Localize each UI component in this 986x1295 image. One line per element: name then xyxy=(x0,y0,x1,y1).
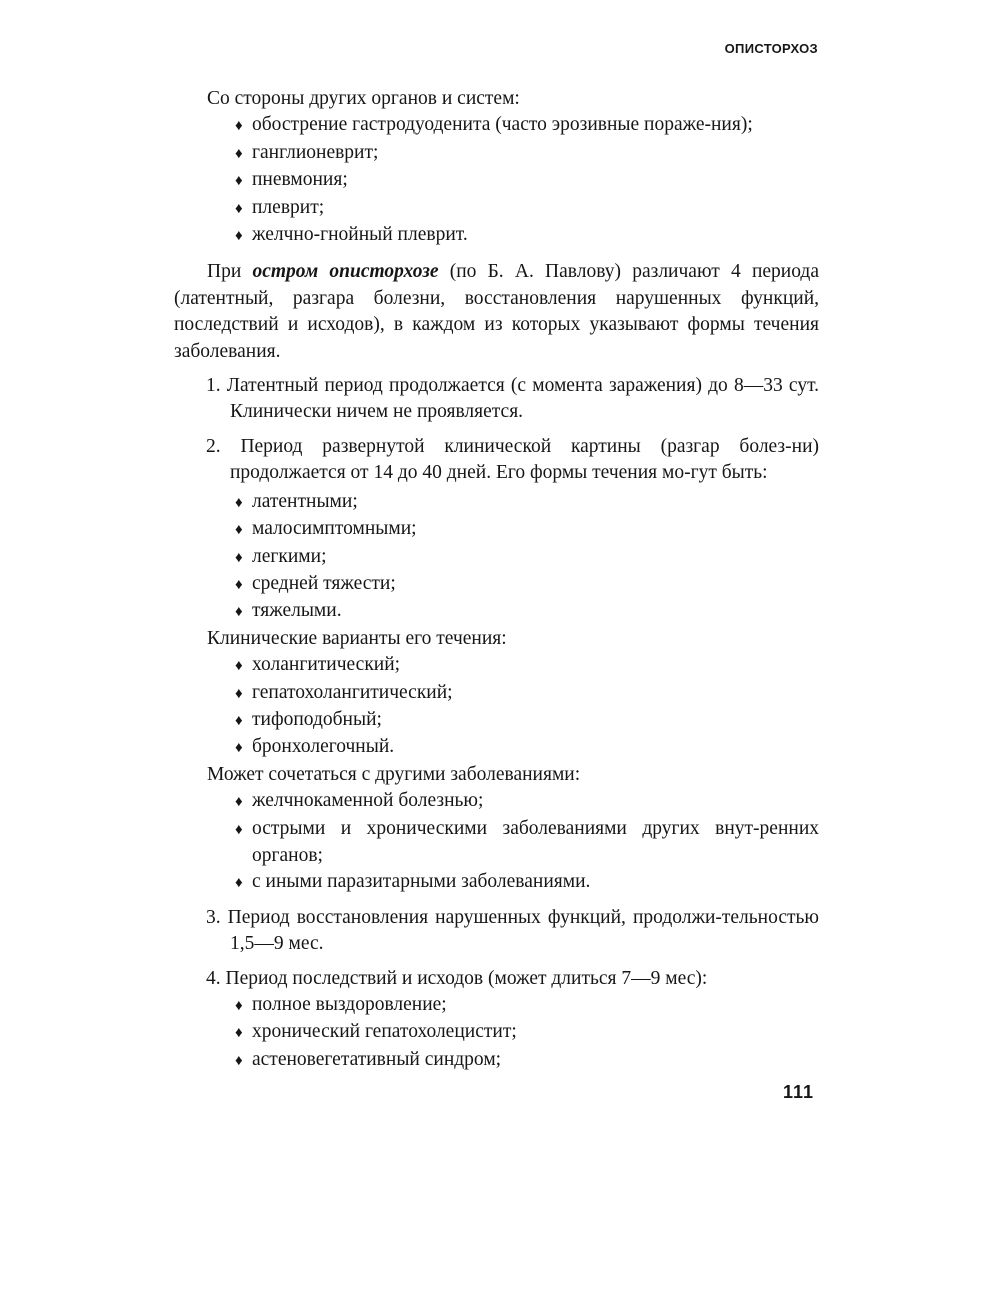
diamond-bullet-icon: ♦ xyxy=(235,794,243,811)
acute-intro-paragraph: При остром описторхозе (по Б. А. Павлову) различают 4 периода (латентный, разгара болезни, восстановления нарушенных функций, последствий и исходов), в каждом из которых указывают формы течения заболевания. xyxy=(174,261,819,362)
page-number: 111 xyxy=(782,1082,814,1102)
diamond-bullet-icon: ♦ xyxy=(235,875,243,892)
diamond-bullet-icon: ♦ xyxy=(235,1025,243,1042)
acute-term: остром описторхозе xyxy=(252,261,439,283)
diamond-bullet-icon: ♦ xyxy=(235,228,243,245)
list-item: ♦ бронхолегочный. xyxy=(174,734,819,761)
list-item: ♦ острыми и хроническими заболеваниями других внут-ренних органов; xyxy=(235,817,819,866)
list-item: ♦ желчно-гнойный плеврит. xyxy=(174,222,819,249)
list-item: ♦ холангитический; xyxy=(174,652,819,679)
list-item: ♦ тифоподобный; xyxy=(174,707,819,734)
diamond-bullet-icon: ♦ xyxy=(235,821,243,838)
diamond-bullet-icon: ♦ xyxy=(235,173,243,190)
comorbid-lead: Может сочетаться с другими заболеваниями: xyxy=(207,763,581,785)
running-head: ОПИСТОРХОЗ xyxy=(724,41,818,56)
list-item: ♦ астеновегетативный синдром; xyxy=(174,1047,819,1074)
diamond-bullet-icon: ♦ xyxy=(235,576,243,593)
list-item: ♦ ганглионеврит; xyxy=(174,140,819,167)
diamond-bullet-icon: ♦ xyxy=(235,740,243,757)
list-item: ♦ с иными паразитарными заболеваниями. xyxy=(174,869,819,896)
list-item: ♦ легкими; xyxy=(174,544,819,571)
list-item: ♦ желчнокаменной болезнью; xyxy=(174,788,819,815)
period-3: 3. Период восстановления нарушенных функций, продолжи-тельностью 1,5—9 мес. xyxy=(206,906,819,955)
diamond-bullet-icon: ♦ xyxy=(235,145,243,162)
diamond-bullet-icon: ♦ xyxy=(235,494,243,511)
list-item: ♦ латентными; xyxy=(174,489,819,516)
diamond-bullet-icon: ♦ xyxy=(235,685,243,702)
list-item: ♦ пневмония; xyxy=(174,167,819,194)
list-item: ♦ средней тяжести; xyxy=(174,571,819,598)
diamond-bullet-icon: ♦ xyxy=(235,658,243,675)
list-item: ♦ хронический гепатохолецистит; xyxy=(174,1019,819,1046)
diamond-bullet-icon: ♦ xyxy=(235,522,243,539)
period-1: 1. Латентный период продолжается (с момента заражения) до 8—33 сут. Клинически ничем не проявляется. xyxy=(206,375,819,423)
diamond-bullet-icon: ♦ xyxy=(235,1052,243,1069)
diamond-bullet-icon: ♦ xyxy=(235,118,243,135)
period-4: 4. Период последствий и исходов (может длиться 7—9 мес): xyxy=(206,967,708,989)
other-organs-lead: Со стороны других органов и систем: xyxy=(207,88,520,109)
list-item: ♦ гепатохолангитический; xyxy=(174,680,819,707)
list-item: ♦ обострение гастродуоденита (часто эрозивные пораже-ния); xyxy=(174,112,819,139)
list-item: ♦ малосимптомными; xyxy=(174,516,819,543)
diamond-bullet-icon: ♦ xyxy=(235,549,243,566)
period-2: 2. Период развернутой клинической картины (разгар болез-ни) продолжается от 14 до 40 дней. Его формы течения мо-гут быть: xyxy=(206,435,819,484)
list-item: ♦ плеврит; xyxy=(174,195,819,222)
diamond-bullet-icon: ♦ xyxy=(235,200,243,217)
clinical-variants-lead: Клинические варианты его течения: xyxy=(207,627,507,649)
diamond-bullet-icon: ♦ xyxy=(235,604,243,621)
page-body xyxy=(174,86,819,1074)
list-item: ♦ тяжелыми. xyxy=(174,598,819,625)
diamond-bullet-icon: ♦ xyxy=(235,998,243,1014)
diamond-bullet-icon: ♦ xyxy=(235,712,243,729)
list-item: ♦ полное выздоровление; xyxy=(174,992,819,1019)
